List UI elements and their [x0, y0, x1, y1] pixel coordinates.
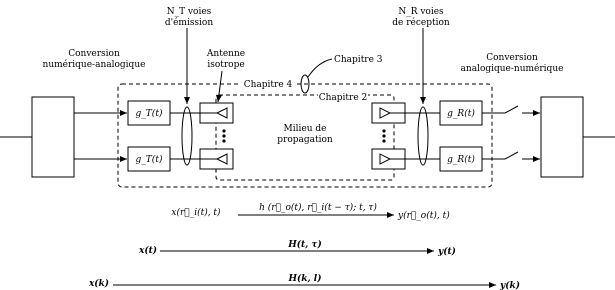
- source-block: [32, 97, 74, 177]
- dac-label-1: Conversion: [68, 49, 120, 59]
- tx-channels-label-2: d'émission: [164, 18, 214, 28]
- eq2-input: x(t): [138, 246, 158, 256]
- medium-label-2: propagation: [277, 135, 333, 145]
- gt-label-bottom: g_T(t): [135, 155, 163, 165]
- eq1-operator: h (r⃗_o(t), r⃗_i(t − τ); t, τ): [259, 203, 377, 213]
- switch-top: [505, 106, 518, 113]
- eq3-output: y(k): [500, 281, 520, 290]
- sink-block: [541, 97, 583, 177]
- chapter2-label: Chapitre 2: [318, 93, 368, 103]
- medium-label-1: Milieu de: [283, 124, 327, 134]
- gr-label-top: g_R(t): [447, 109, 475, 119]
- chapter4-label: Chapitre 4: [243, 80, 293, 90]
- rx-channel-bundle: [418, 107, 428, 165]
- rx-ellipsis-dots: [382, 129, 385, 142]
- switch-bottom: [505, 152, 518, 159]
- antenna-label-2: isotrope: [207, 60, 245, 70]
- rx-channels-label-1: N_R voies: [398, 7, 444, 17]
- adc-label-1: Conversion: [486, 53, 538, 63]
- adc-label-2: analogique-numérique: [460, 64, 564, 74]
- eq2-output: y(t): [438, 247, 456, 257]
- tx-ellipsis-dots: [222, 129, 225, 142]
- tx-channel-bundle: [182, 107, 192, 165]
- eq3-input: x(k): [88, 279, 110, 289]
- gt-label-top: g_T(t): [135, 109, 163, 119]
- dac-label-2: numérique-analogique: [42, 60, 146, 70]
- eq2-operator: H(t, τ): [288, 240, 322, 250]
- antenna-label-1: Antenne: [206, 49, 246, 59]
- antenna-pointer: [218, 71, 222, 102]
- eq1-output: y(r⃗_o(t), t): [398, 211, 450, 221]
- eq3-operator: H(k, l): [288, 274, 322, 284]
- chapter3-pointer: [308, 59, 332, 77]
- chapter3-label: Chapitre 3: [334, 55, 383, 65]
- gr-label-bottom: g_R(t): [447, 155, 475, 165]
- eq1-input: x(r⃗_i(t), t): [171, 208, 221, 218]
- rx-channels-label-2: de réception: [392, 18, 450, 28]
- tx-channels-label-1: N_T voies: [166, 7, 212, 17]
